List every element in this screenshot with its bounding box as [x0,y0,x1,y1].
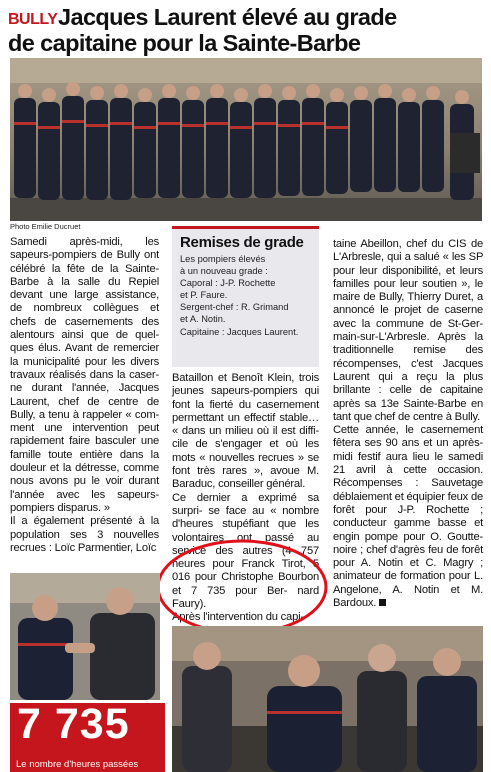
box-title: Remises de grade [180,234,304,251]
text-line: familles pour leur soutien », [333,277,471,290]
text-line: Cette année, le casernement [333,424,483,437]
text-line: pour A. Notin et C. Magry ; [333,557,483,570]
text-line: le maire de Bully, Thierry Duret, [333,277,483,304]
paragraph [172,492,319,612]
text-line: engin pompe pour O. Goutte- [333,530,483,543]
text-line: traditionnelle remise des [333,344,483,357]
text-line: brillante : celle de capitaine [333,384,483,397]
text-line: sapeurs-pompiers de Bully ont [10,249,159,262]
paragraph [333,238,483,424]
text-line: L. Angelone, A. Notin et [333,570,483,596]
text-line: taine Abeillon, chef du CIS de [333,238,483,250]
text-line: pour leur disponibilité, et leurs [333,264,483,277]
text-line: avec la commune de St-Ger- [333,317,483,330]
promotion-item: Capitaine : Jacques Laurent. [180,326,299,337]
text-line: Samedi après-midi, les [10,236,159,248]
text-line: 21 avril à cette occasion. [333,464,483,477]
text-line: conducteur gamme basse et [333,517,483,530]
article-column-1 [10,236,159,555]
text-line: chefs de casernements des [10,315,159,328]
text-line: ont passé au service des autres [172,531,319,557]
paragraph [172,372,319,492]
text-line: tant que chef de centre à Bully. [333,410,481,423]
text-line: Laurent qui a reçu la plus [333,370,483,383]
text-line: récompenses, c'est Jacques [333,357,483,370]
section-tag: BULLY [8,11,58,28]
main-photo [10,58,482,221]
promotion-item: Sergent-chef : R. Grimand [180,302,289,313]
text-line: animateur de formation pour [333,570,471,583]
text-line: recrues : Loïc Parmentier, Loïc [10,541,157,554]
text-line: devant une large assistance, [10,289,159,302]
text-line: Laurent, chef de centre de [10,395,159,408]
text-line: Ce dernier a exprimé sa surpri- [172,491,319,517]
stat-caption: Le nombre d'heures passées [16,759,139,770]
text-line: nous avons pu le voir durant [10,475,159,488]
text-line: alentours ainsi que de quel- [10,329,159,342]
text-line: disparus. » [57,501,110,514]
text-line: conseiller général. [218,478,306,491]
text-line: fêtera ses 90 ans et un après- [333,437,483,450]
stat-number: 7 735 [17,700,130,748]
text-line: cile de s'engager et où les mots [172,438,319,464]
text-line: Récompenses : Sauvetage [333,477,483,490]
text-line: L'Arbresle, qui a salué « les SP [333,251,483,264]
text-line: stupéfiant que les volontaires [172,518,319,544]
text-line: Bourbon et 7 735 pour Ber- [172,571,319,597]
text-line: M. Bardoux. [333,583,483,610]
promotions-list [172,253,319,338]
text-line: se face au « nombre d'heures [172,504,319,531]
text-line: nard Faury). [172,584,319,611]
photo-credit: Photo Emilie Ducruet [10,222,81,231]
text-line: font la fierté du casernement [172,398,319,411]
paragraph [333,424,483,610]
title-line-1: Jacques Laurent élevé au grade [58,4,397,30]
promotion-item: et P. Faure. [180,290,228,301]
paragraph [10,515,159,555]
text-line: a annoncé le projet de caserne [333,291,483,317]
text-line: (4 757 heures pour Franck [172,544,319,571]
text-line: ment une intervention peut [10,422,159,435]
text-line: de nombreux collègues et [10,302,159,315]
text-line: célébré la fête de la Sainte- [10,262,159,275]
promotion-item: à un nouveau grade : [180,266,268,277]
text-line: l'année avec les sapeurs-pompiers [10,488,159,514]
paragraph [10,236,159,515]
text-line: Bully, a tenu à rappeler « com- [10,408,159,421]
text-line: très rares », avoue M. Baraduc, [172,465,319,491]
text-line: main-sur-L'Arbresle. Après la [333,331,483,344]
end-of-article-mark [379,599,386,606]
text-line: la municipalité pour les divers [10,355,159,368]
text-line: déblaiement et équipier feux [333,490,469,503]
text-line: « dans un milieu où il est diffi- [172,425,319,438]
promotion-item: Caporal : J-P. Rochette [180,278,276,289]
promotion-item: et A. Notin. [180,314,226,325]
text-line: jeunes sapeurs-pompiers qui [172,385,319,398]
text-line: Après l'intervention du capi- [172,611,304,624]
ceremony-photo [172,626,483,772]
handshake-photo [10,573,160,700]
text-line: famille toute entière dans la [10,448,159,461]
text-line: douleur et la détresse, comme [10,462,159,475]
text-line: permettant un effectif stable… [172,411,319,424]
text-line: Tirot, 5 016 pour Christophe [172,558,319,584]
text-line: Il a également présenté à la [10,515,159,528]
grade-promotions-box [172,226,319,367]
title-line-2: de capitaine pour la Sainte-Barbe [8,30,361,56]
text-line: ques élus. Avant de remercier [10,342,159,355]
text-line: rapidement faire basculer une [10,435,159,448]
text-line: de forêt pour J-P. Rochette ; [333,490,483,516]
text-line: ne durant l'année, Jacques [10,382,159,395]
text-line: Barbe à la salle du Repiel [10,275,159,288]
promotion-item: Les pompiers élevés [180,254,266,264]
text-line: travaux réalisés dans la caser- [10,368,159,381]
article-column-2 [172,372,319,625]
text-line: midi festif aura lieu le samedi [333,450,483,463]
text-line: après sa 13e Sainte-Barbe en [333,397,483,410]
text-line: noire ; chef d'agrès feu de forêt [333,543,483,556]
text-line: population ses 3 nouvelles [10,528,159,541]
text-line: « nouvelles recrues » se font [172,451,319,478]
paragraph [172,611,319,624]
text-line: Bataillon et Benoît Klein, trois [172,372,319,384]
article-column-3 [333,238,483,610]
